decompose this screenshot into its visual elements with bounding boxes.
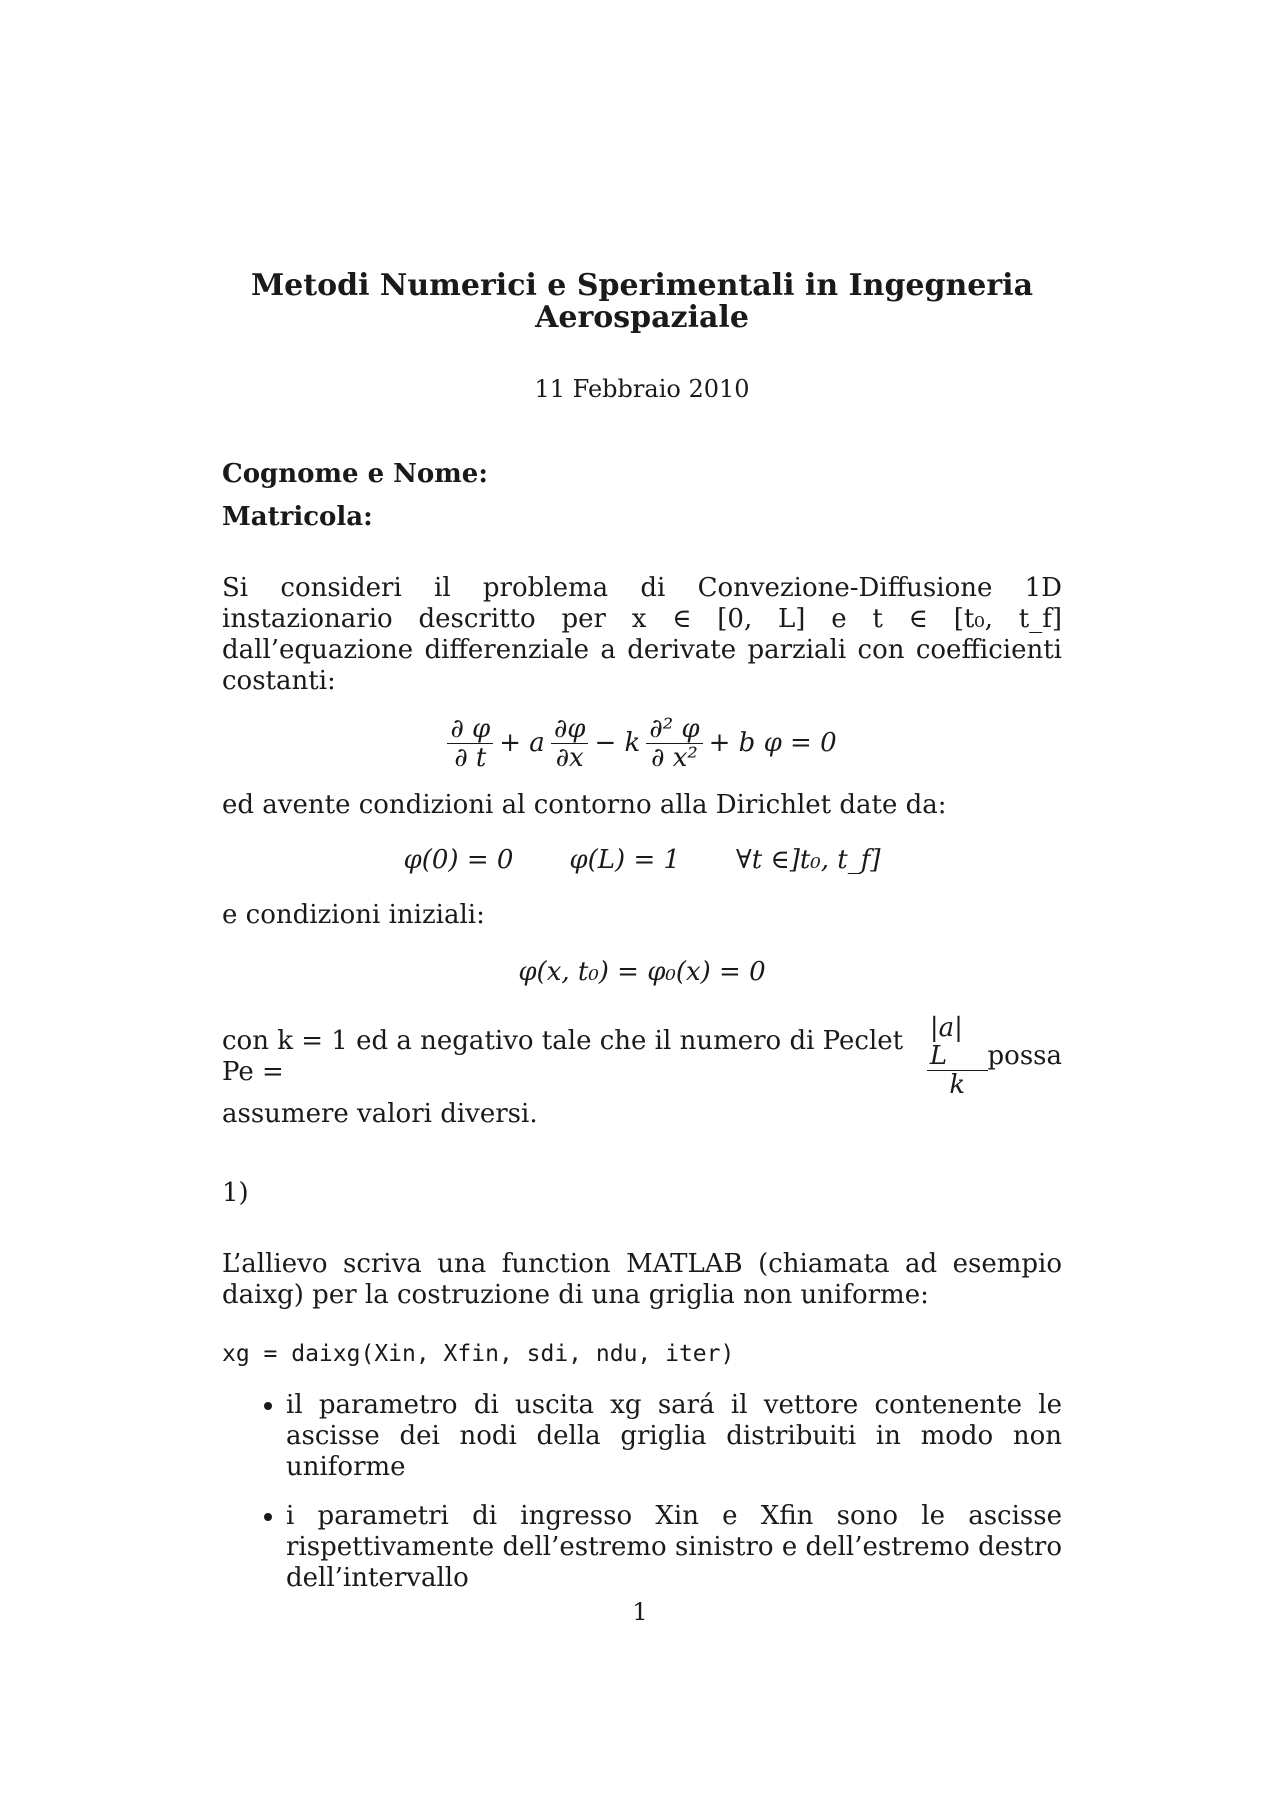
pde-tail: + b φ = 0 bbox=[708, 728, 837, 758]
bc-left: φ(0) = 0 bbox=[403, 845, 514, 875]
name-field-label: Cognome e Nome: bbox=[222, 459, 488, 489]
id-field-label: Matricola: bbox=[222, 502, 373, 532]
bc-intro: ed avente condizioni al contorno alla Dirichlet date da: bbox=[222, 790, 947, 820]
document-date: 11 Febbraio 2010 bbox=[534, 375, 750, 403]
document-page bbox=[222, 270, 1062, 1612]
document-title bbox=[222, 270, 1062, 334]
pde-term-time: $\frac{\partial \varphi}{\partial t}$ bbox=[447, 715, 493, 772]
peclet-text: con k = 1 ed a negativo tale che il numero di Peclet Pe = bbox=[222, 1025, 904, 1087]
parameter-list bbox=[222, 1390, 1062, 1594]
pde-plus-a: + a bbox=[499, 728, 545, 758]
code-signature: xg = daixg(Xin, Xfin, sdi, ndu, iter) bbox=[222, 1341, 735, 1367]
list-item: • il parametro di uscita xg sará il vettore contenente le ascisse dei nodi della griglia distribuiti in modo non uniforme bbox=[286, 1390, 1062, 1483]
task-paragraph: L’allievo scriva una function MATLAB (chiamata ad esempio daixg) per la costruzione di una griglia non uniforme: bbox=[222, 1249, 1062, 1310]
pde-minus-k: − k bbox=[594, 728, 641, 758]
intro-paragraph: Si consideri il problema di Convezione-Diffusione 1D instazionario descritto per x ∈ [0, L] e t ∈ [t₀, t_f] dall’equazione differenziale a derivate parziali con coefficienti costanti: bbox=[222, 573, 1062, 696]
ic-intro: e condizioni iniziali: bbox=[222, 900, 485, 930]
pde-term-diffusion: $\frac{\text{∂² φ}}{\text{∂ x²}}$ bbox=[646, 715, 702, 772]
peclet-line bbox=[222, 1014, 1062, 1099]
boundary-conditions bbox=[222, 845, 1062, 876]
title-line-1: Metodi Numerici e Sperimentali in Ingegneria bbox=[250, 268, 1034, 303]
page-number: 1 bbox=[632, 1598, 648, 1626]
peclet-fraction: $\frac{|a| L}{k}$ bbox=[927, 1014, 988, 1099]
section-label: 1) bbox=[222, 1178, 249, 1208]
title-line-2: Aerospaziale bbox=[535, 300, 749, 335]
pde-term-convection: $\frac{\partial\varphi}{\partial x}$ bbox=[551, 715, 589, 772]
bc-range: ∀t ∈]t₀, t_f] bbox=[736, 845, 881, 875]
initial-condition: φ(x, t₀) = φ₀(x) = 0 bbox=[518, 957, 766, 987]
pde-equation bbox=[222, 715, 1062, 772]
peclet-after: possa bbox=[987, 1041, 1062, 1071]
peclet-line-2: assumere valori diversi. bbox=[222, 1099, 538, 1129]
bc-right: φ(L) = 1 bbox=[569, 845, 681, 875]
list-item: • i parametri di ingresso Xin e Xfin sono le ascisse rispettivamente dell’estremo sinistro e dell’estremo destro dell’intervallo bbox=[286, 1501, 1062, 1594]
